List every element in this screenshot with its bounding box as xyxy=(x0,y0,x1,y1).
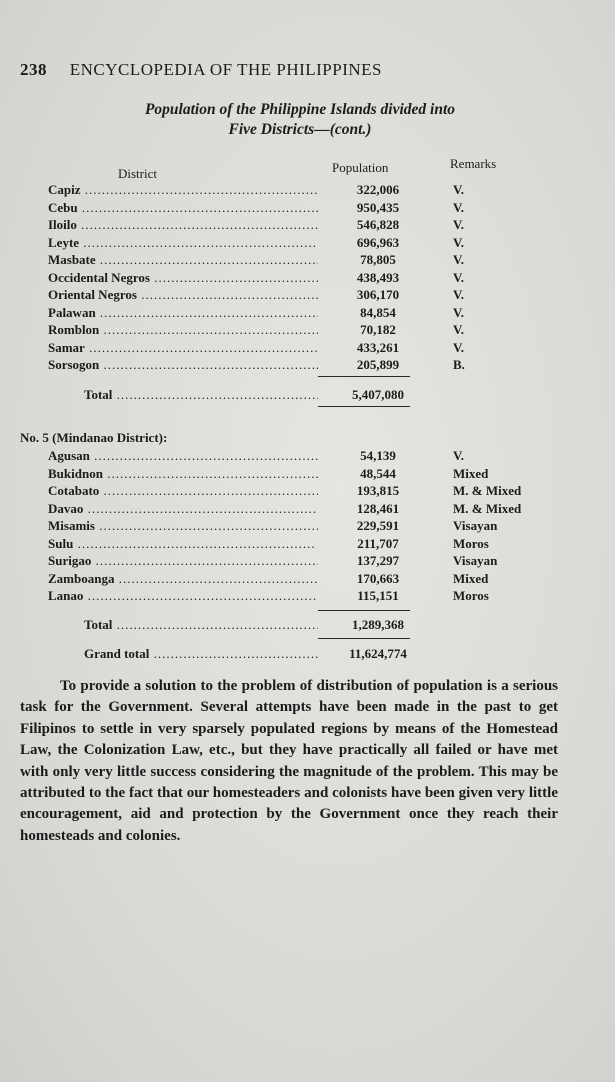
district-name: Oriental Negros ..... xyxy=(48,287,318,303)
table-row xyxy=(48,483,568,500)
remarks-value: V. xyxy=(453,322,464,337)
grand-total-label: Grand total ..... xyxy=(84,646,318,662)
total-row-1 xyxy=(84,387,604,404)
remarks-value: Mixed xyxy=(453,465,489,481)
district-name: Sulu ..... xyxy=(48,536,318,552)
table-row xyxy=(48,217,568,234)
district-name: Bukidnon ..... xyxy=(48,466,318,482)
table-row xyxy=(48,518,568,535)
table-row xyxy=(48,235,568,252)
total-rule-1 xyxy=(318,406,410,407)
remarks-value: V. xyxy=(453,304,464,320)
population-value: 170,663 xyxy=(356,570,400,586)
remarks-value: V. xyxy=(453,217,464,232)
district-name: Sorsogon ..... xyxy=(48,357,318,373)
table-row xyxy=(48,340,568,357)
remarks-value: M. & Mixed xyxy=(453,500,522,516)
district-name: Zamboanga ..... xyxy=(48,571,318,587)
running-title: ENCYCLOPEDIA OF THE PHILIPPINES xyxy=(69,60,382,79)
table-row xyxy=(48,553,568,570)
district-name: Cotabato ..... xyxy=(48,483,318,499)
table-row xyxy=(48,252,568,269)
district-name: Lanao ..... xyxy=(48,588,318,604)
district-name: Palawan ..... xyxy=(48,305,318,321)
remarks-value: Visayan xyxy=(453,518,498,533)
table-row xyxy=(48,270,568,287)
total-value: 1,289,368 xyxy=(352,617,404,632)
district-name: Capiz ..... xyxy=(48,182,318,198)
page-number: 238 xyxy=(20,60,47,79)
remarks-value: Moros xyxy=(453,535,489,551)
district-name: Occidental Negros ..... xyxy=(48,270,318,286)
remarks-value: V. xyxy=(453,252,464,267)
column-header-district: District xyxy=(118,166,157,181)
population-value: 84,854 xyxy=(360,304,396,320)
table-row xyxy=(48,588,568,605)
total-label: Total ..... xyxy=(84,387,318,403)
caption-line-2: Five Districts—(cont.) xyxy=(228,121,372,138)
table-row xyxy=(48,501,568,518)
column-header-population: Population xyxy=(332,160,389,175)
grand-total-value: 11,624,774 xyxy=(349,646,407,661)
table-row xyxy=(48,182,568,199)
section-title: No. 5 (Mindanao District): xyxy=(20,430,168,445)
district-name: Davao ..... xyxy=(48,501,318,517)
district-name: Misamis ..... xyxy=(48,518,318,534)
population-value: 950,435 xyxy=(356,199,400,215)
total-value: 5,407,080 xyxy=(352,387,404,402)
remarks-value: Moros xyxy=(453,588,489,603)
population-value: 193,815 xyxy=(356,483,400,498)
district-name: Surigao ..... xyxy=(48,553,318,569)
population-value: 211,707 xyxy=(357,535,399,551)
remarks-value: V. xyxy=(453,339,464,355)
remarks-value: Mixed xyxy=(453,570,489,586)
table-row xyxy=(48,287,568,304)
total-rule-2 xyxy=(318,638,410,639)
grand-total-row xyxy=(84,646,604,663)
table-caption xyxy=(50,100,550,140)
table-row xyxy=(48,322,568,339)
population-value: 137,297 xyxy=(356,553,400,568)
table-row xyxy=(48,357,568,374)
population-value: 115,151 xyxy=(357,588,399,603)
population-value: 696,963 xyxy=(356,234,400,250)
table-row xyxy=(48,448,568,465)
caption-line-1: Population of the Philippine Islands divided into xyxy=(144,101,456,118)
table-row xyxy=(48,536,568,553)
table-row xyxy=(48,305,568,322)
table-row xyxy=(48,466,568,483)
population-value: 48,544 xyxy=(360,465,396,481)
remarks-value: V. xyxy=(453,269,464,285)
column-header-remarks: Remarks xyxy=(450,156,497,171)
district-name: Agusan ..... xyxy=(48,448,318,464)
district-name: Iloilo ..... xyxy=(48,217,318,233)
population-value: 433,261 xyxy=(356,339,400,355)
total-label: Total ..... xyxy=(84,617,318,633)
total-row-2 xyxy=(84,617,604,634)
subtotal-rule-1 xyxy=(318,376,410,377)
remarks-value: B. xyxy=(453,357,465,372)
table-row xyxy=(48,571,568,588)
population-value: 78,805 xyxy=(360,252,396,267)
population-value: 128,461 xyxy=(356,500,400,516)
population-value: 54,139 xyxy=(360,448,396,463)
remarks-value: M. & Mixed xyxy=(453,483,522,498)
population-value: 546,828 xyxy=(356,217,400,232)
population-value: 70,182 xyxy=(360,322,396,337)
district-name: Cebu ..... xyxy=(48,200,318,216)
population-value: 306,170 xyxy=(356,287,400,302)
subtotal-rule-2 xyxy=(318,610,410,611)
remarks-value: Visayan xyxy=(453,553,498,568)
population-value: 205,899 xyxy=(356,357,400,372)
remarks-value: V. xyxy=(453,287,464,302)
population-value: 438,493 xyxy=(356,269,400,285)
paragraph-text: To provide a solution to the problem of distribution of population is a serious task for the Government. Several attempts have been made in the past to get Filipinos to settle in very sparsely populated regions by means of the Homestead Law, the Colonization Law, etc., but they have practically all failed or have met with only very little success considering the magnitude of the problem. This may be attributed to the fact that our homesteaders and colonists have been given very little encouragement, aid and protection by the Government once they reach their homesteads and colonies. xyxy=(20,678,558,844)
district-name: Samar ..... xyxy=(48,340,318,356)
table-row xyxy=(48,200,568,217)
district-name: Masbate ..... xyxy=(48,252,318,268)
remarks-value: V. xyxy=(453,448,464,463)
remarks-value: V. xyxy=(453,234,464,250)
population-value: 322,006 xyxy=(356,182,400,197)
body-paragraph xyxy=(20,676,558,847)
page-header xyxy=(20,60,382,80)
remarks-value: V. xyxy=(453,182,464,197)
district-name: Romblon ..... xyxy=(48,322,318,338)
population-value: 229,591 xyxy=(356,518,400,533)
district-name: Leyte ..... xyxy=(48,235,318,251)
remarks-value: V. xyxy=(453,199,464,215)
